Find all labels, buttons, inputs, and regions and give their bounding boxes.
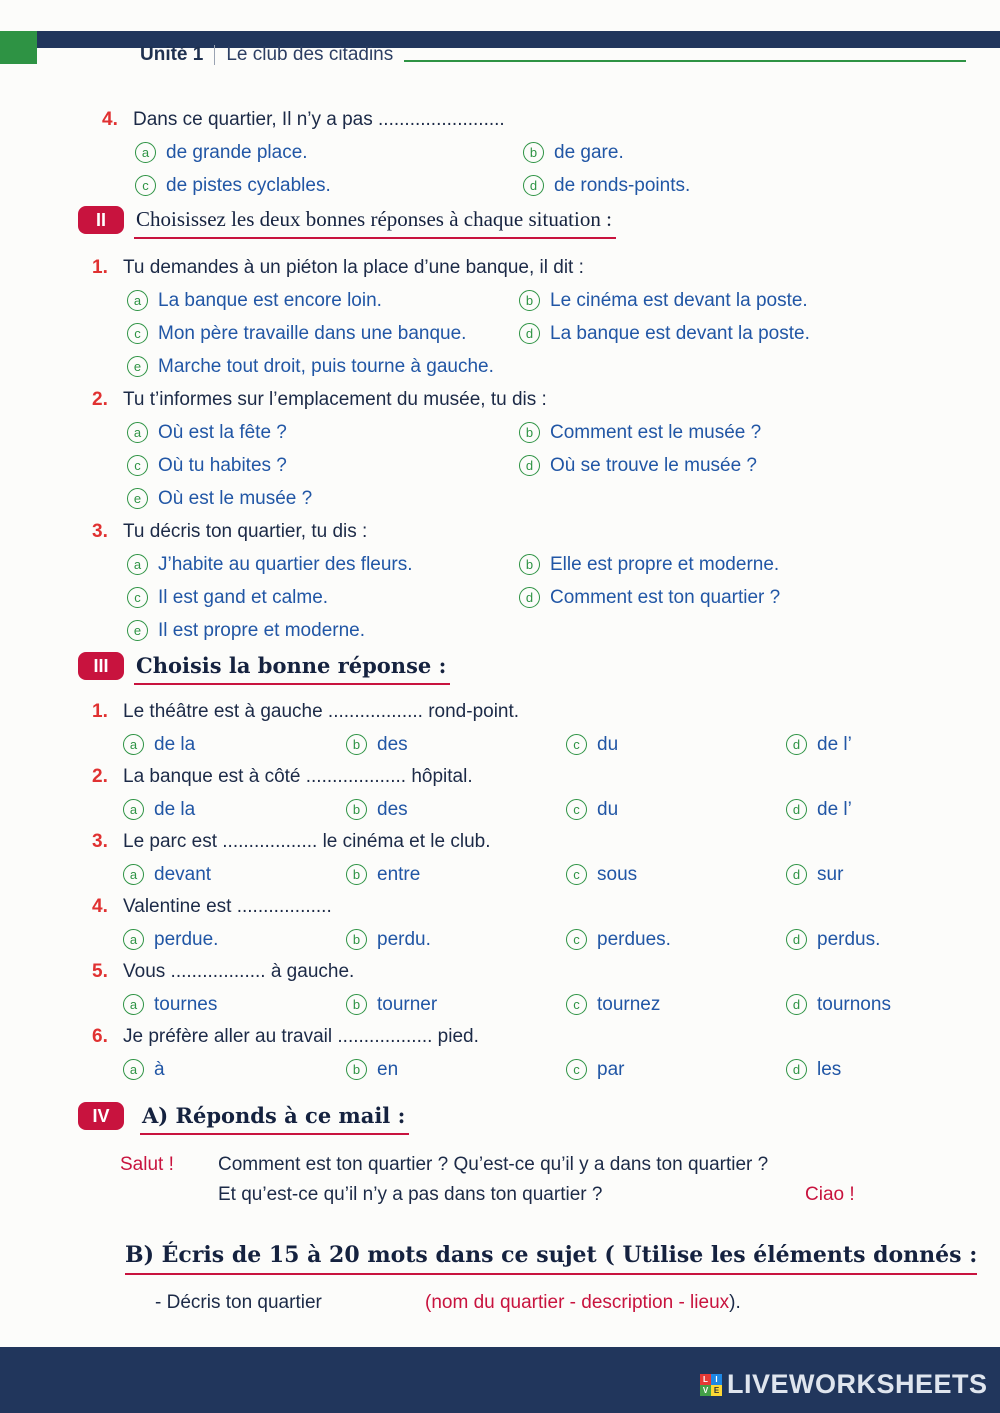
option-text: de ronds-points. — [554, 174, 691, 196]
section-ii-question-1 — [92, 252, 972, 383]
mail-question-1: Comment est ton quartier ? Qu’est-ce qu’il y a dans ton quartier ? — [218, 1154, 769, 1175]
option-letter: c — [127, 587, 148, 608]
option-letter: b — [346, 929, 367, 950]
option-text: Où est la fête ? — [158, 421, 287, 443]
option-text: Il est propre et moderne. — [158, 619, 365, 641]
section-iii-question-1 — [92, 696, 972, 761]
options-grid — [127, 284, 972, 383]
answer-option-c[interactable] — [135, 169, 523, 202]
answer-option-a[interactable] — [127, 284, 519, 317]
option-letter: a — [123, 734, 144, 755]
option-letter: d — [786, 864, 807, 885]
option-text: Le cinéma est devant la poste. — [550, 289, 808, 311]
answer-option-d[interactable] — [519, 581, 972, 614]
answer-option-a[interactable] — [123, 858, 346, 891]
page-title: Le club des citadins — [226, 44, 394, 65]
option-text: tournez — [597, 993, 661, 1015]
option-text: tournes — [154, 993, 218, 1015]
answer-option-b[interactable] — [346, 1053, 566, 1086]
answer-option-b[interactable] — [346, 793, 566, 826]
question-text: Je préfère aller au travail .................. pied. — [123, 1026, 479, 1047]
question-line — [92, 956, 972, 988]
answer-option-b[interactable] — [346, 923, 566, 956]
option-letter: a — [127, 554, 148, 575]
option-text: à — [154, 1058, 165, 1080]
question-line — [102, 104, 982, 136]
answer-option-a[interactable] — [123, 1053, 346, 1086]
liveworksheets-logo[interactable] — [700, 1369, 988, 1400]
answer-option-a[interactable] — [123, 728, 346, 761]
question-number: 5. — [92, 961, 108, 982]
option-text: La banque est devant la poste. — [550, 322, 810, 344]
question-number: 3. — [92, 831, 108, 852]
logo-square-l: L — [700, 1374, 711, 1385]
question-number: 6. — [92, 1026, 108, 1047]
instruction-text: - Décris ton quartier — [155, 1292, 322, 1313]
answer-option-a[interactable] — [135, 136, 523, 169]
options-grid — [127, 416, 972, 515]
question-number: 1. — [92, 257, 108, 278]
option-text: Comment est le musée ? — [550, 421, 762, 443]
instruction-end: ). — [729, 1292, 741, 1313]
answer-option-b[interactable] — [523, 136, 982, 169]
option-text: des — [377, 733, 408, 755]
section-iv-part-b — [125, 1242, 977, 1275]
section-iii-badge: III — [78, 652, 124, 680]
question-text: Tu t’informes sur l’emplacement du musée, tu dis : — [123, 389, 547, 410]
option-text: de la — [154, 733, 196, 755]
footer-bar — [0, 1347, 1000, 1413]
answer-option-a[interactable] — [127, 416, 519, 449]
option-text: Il est gand et calme. — [158, 586, 329, 608]
options-grid — [123, 923, 972, 956]
section-iii-question-2 — [92, 761, 972, 826]
section-iv-badge: IV — [78, 1102, 124, 1130]
answer-option-d[interactable] — [519, 317, 972, 350]
question-line — [92, 252, 972, 284]
option-text: de l’ — [817, 798, 852, 820]
question-text: Vous .................. à gauche. — [123, 961, 355, 982]
answer-option-a[interactable] — [123, 988, 346, 1021]
option-letter: d — [786, 734, 807, 755]
options-grid — [123, 858, 972, 891]
instruction-hint: (nom du quartier - description - lieux — [425, 1292, 730, 1313]
section-iv-title-a: A) Réponds à ce mail : — [140, 1102, 409, 1135]
option-text: Mon père travaille dans une banque. — [158, 322, 467, 344]
section-iii-header — [78, 652, 450, 685]
option-text: de l’ — [817, 733, 852, 755]
option-text: Où tu habites ? — [158, 454, 287, 476]
options-grid — [123, 728, 972, 761]
answer-option-d[interactable] — [786, 923, 972, 956]
header-divider — [214, 45, 215, 65]
option-text: sous — [597, 863, 638, 885]
question-line — [92, 696, 972, 728]
section-ii-question-3 — [92, 516, 972, 647]
answer-option-d[interactable] — [786, 858, 972, 891]
option-letter: c — [566, 929, 587, 950]
option-letter: e — [127, 356, 148, 377]
option-letter: d — [519, 587, 540, 608]
answer-option-d[interactable] — [786, 728, 972, 761]
question-line — [92, 1021, 972, 1053]
section-iv-header — [78, 1102, 409, 1135]
question-number: 4. — [92, 896, 108, 917]
question-line — [92, 384, 972, 416]
section-iii-title: Choisis la bonne réponse : — [134, 652, 450, 685]
option-letter: d — [786, 929, 807, 950]
answer-option-c[interactable] — [566, 923, 786, 956]
answer-option-d[interactable] — [523, 169, 982, 202]
option-text: en — [377, 1058, 399, 1080]
answer-option-b[interactable] — [519, 284, 972, 317]
option-text: J’habite au quartier des fleurs. — [158, 553, 413, 575]
option-letter: e — [127, 488, 148, 509]
question-number: 4. — [102, 109, 118, 130]
answer-option-a[interactable] — [127, 548, 519, 581]
option-text: tourner — [377, 993, 438, 1015]
mail-prompt — [120, 1150, 950, 1210]
options-grid — [123, 988, 972, 1021]
question-line — [92, 826, 972, 858]
answer-option-b[interactable] — [346, 858, 566, 891]
option-letter: c — [135, 175, 156, 196]
option-letter: d — [519, 455, 540, 476]
options-grid — [135, 136, 982, 202]
option-letter: c — [566, 994, 587, 1015]
option-letter: c — [566, 799, 587, 820]
question-number: 1. — [92, 701, 108, 722]
option-text: de la — [154, 798, 196, 820]
option-text: Où est le musée ? — [158, 487, 313, 509]
question-text: Le théâtre est à gauche .................. rond-point. — [123, 701, 520, 722]
option-text: Elle est propre et moderne. — [550, 553, 780, 575]
answer-option-d[interactable] — [786, 988, 972, 1021]
question-text: Le parc est .................. le cinéma et le club. — [123, 831, 491, 852]
option-letter: c — [566, 734, 587, 755]
option-letter: a — [127, 290, 148, 311]
option-text: des — [377, 798, 408, 820]
question-number: 3. — [92, 521, 108, 542]
option-text: perdu. — [377, 928, 431, 950]
option-letter: a — [135, 142, 156, 163]
logo-square-e: E — [711, 1385, 722, 1396]
answer-option-a[interactable] — [123, 923, 346, 956]
question-number: 2. — [92, 766, 108, 787]
section-ii-title: Choisissez les deux bonnes réponses à chaque situation : — [134, 206, 616, 239]
answer-option-c[interactable] — [566, 728, 786, 761]
option-letter: b — [523, 142, 544, 163]
option-text: de gare. — [554, 141, 624, 163]
option-text: devant — [154, 863, 212, 885]
option-text: perdue. — [154, 928, 219, 950]
part-b-instruction — [155, 1292, 741, 1314]
logo-square-v: V — [700, 1385, 711, 1396]
answer-option-e[interactable] — [127, 350, 972, 383]
logo-text: LIVEWORKSHEETS — [727, 1369, 988, 1399]
section-iv-title-b: B) Écris de 15 à 20 mots dans ce sujet ( Utilise les éléments donnés : — [125, 1242, 977, 1275]
mail-question-2: Et qu’est-ce qu’il n’y a pas dans ton quartier ? — [218, 1184, 603, 1205]
answer-option-a[interactable] — [123, 793, 346, 826]
question-text: La banque est à côté ................... hôpital. — [123, 766, 473, 787]
mail-line-1 — [120, 1150, 950, 1180]
option-text: Où se trouve le musée ? — [550, 454, 757, 476]
question-line — [92, 761, 972, 793]
section-ii-badge: II — [78, 206, 124, 234]
question-line — [92, 516, 972, 548]
question-line — [92, 891, 972, 923]
option-text: du — [597, 798, 619, 820]
option-text: Marche tout droit, puis tourne à gauche. — [158, 355, 494, 377]
option-letter: d — [523, 175, 544, 196]
header-green-rule — [404, 60, 966, 62]
option-text: du — [597, 733, 619, 755]
answer-option-c[interactable] — [566, 988, 786, 1021]
option-letter: b — [346, 734, 367, 755]
option-letter: a — [123, 929, 144, 950]
question-text: Valentine est .................. — [123, 896, 332, 917]
option-letter: b — [519, 290, 540, 311]
option-text: sur — [817, 863, 844, 885]
answer-option-e[interactable] — [127, 614, 972, 647]
option-letter: b — [346, 1059, 367, 1080]
answer-option-c[interactable] — [127, 581, 519, 614]
options-grid — [123, 793, 972, 826]
page-header — [140, 44, 393, 66]
liveworksheets-logo-icon — [700, 1374, 722, 1396]
option-letter: b — [346, 994, 367, 1015]
answer-option-b[interactable] — [519, 548, 972, 581]
option-text: perdues. — [597, 928, 671, 950]
answer-option-c[interactable] — [127, 449, 519, 482]
option-letter: a — [123, 864, 144, 885]
top-green-accent — [0, 31, 37, 64]
section-iii-question-5 — [92, 956, 972, 1021]
option-letter: c — [127, 323, 148, 344]
option-letter: c — [127, 455, 148, 476]
options-grid — [127, 548, 972, 647]
option-letter: d — [519, 323, 540, 344]
option-text: tournons — [817, 993, 891, 1015]
option-text: entre — [377, 863, 421, 885]
option-letter: d — [786, 994, 807, 1015]
option-text: les — [817, 1058, 842, 1080]
option-letter: b — [346, 864, 367, 885]
option-letter: b — [519, 554, 540, 575]
question-text: Tu décris ton quartier, tu dis : — [123, 521, 368, 542]
answer-option-c[interactable] — [566, 1053, 786, 1086]
option-letter: a — [123, 1059, 144, 1080]
section-ii-header — [78, 206, 616, 239]
option-letter: d — [786, 1059, 807, 1080]
answer-option-d[interactable] — [786, 793, 972, 826]
mail-greeting: Salut ! — [120, 1154, 174, 1175]
logo-square-i: I — [711, 1374, 722, 1385]
answer-option-d[interactable] — [519, 449, 972, 482]
option-letter: b — [519, 422, 540, 443]
option-letter: a — [123, 799, 144, 820]
option-letter: c — [566, 1059, 587, 1080]
answer-option-b[interactable] — [346, 728, 566, 761]
option-text: perdus. — [817, 928, 881, 950]
section-iii-question-3 — [92, 826, 972, 891]
option-letter: b — [346, 799, 367, 820]
answer-option-d[interactable] — [786, 1053, 972, 1086]
options-grid — [123, 1053, 972, 1086]
option-letter: c — [566, 864, 587, 885]
mail-closing: Ciao ! — [805, 1184, 855, 1205]
question-text: Tu demandes à un piéton la place d’une banque, il dit : — [123, 257, 584, 278]
answer-option-c[interactable] — [566, 858, 786, 891]
option-text: de pistes cyclables. — [166, 174, 331, 196]
section-ii-question-2 — [92, 384, 972, 515]
answer-option-c[interactable] — [127, 317, 519, 350]
option-text: de grande place. — [166, 141, 308, 163]
section-iii-question-4 — [92, 891, 972, 956]
answer-option-b[interactable] — [346, 988, 566, 1021]
option-text: par — [597, 1058, 625, 1080]
option-letter: e — [127, 620, 148, 641]
question-4-block — [102, 104, 982, 202]
option-letter: a — [123, 994, 144, 1015]
mail-line-2 — [120, 1180, 950, 1210]
answer-option-b[interactable] — [519, 416, 972, 449]
option-text: Comment est ton quartier ? — [550, 586, 781, 608]
option-text: La banque est encore loin. — [158, 289, 382, 311]
answer-option-c[interactable] — [566, 793, 786, 826]
option-letter: d — [786, 799, 807, 820]
option-letter: a — [127, 422, 148, 443]
section-iii-question-6 — [92, 1021, 972, 1086]
answer-option-e[interactable] — [127, 482, 972, 515]
question-number: 2. — [92, 389, 108, 410]
unit-label: Unité 1 — [140, 44, 204, 65]
question-text: Dans ce quartier, Il n’y a pas ........................ — [133, 109, 505, 130]
